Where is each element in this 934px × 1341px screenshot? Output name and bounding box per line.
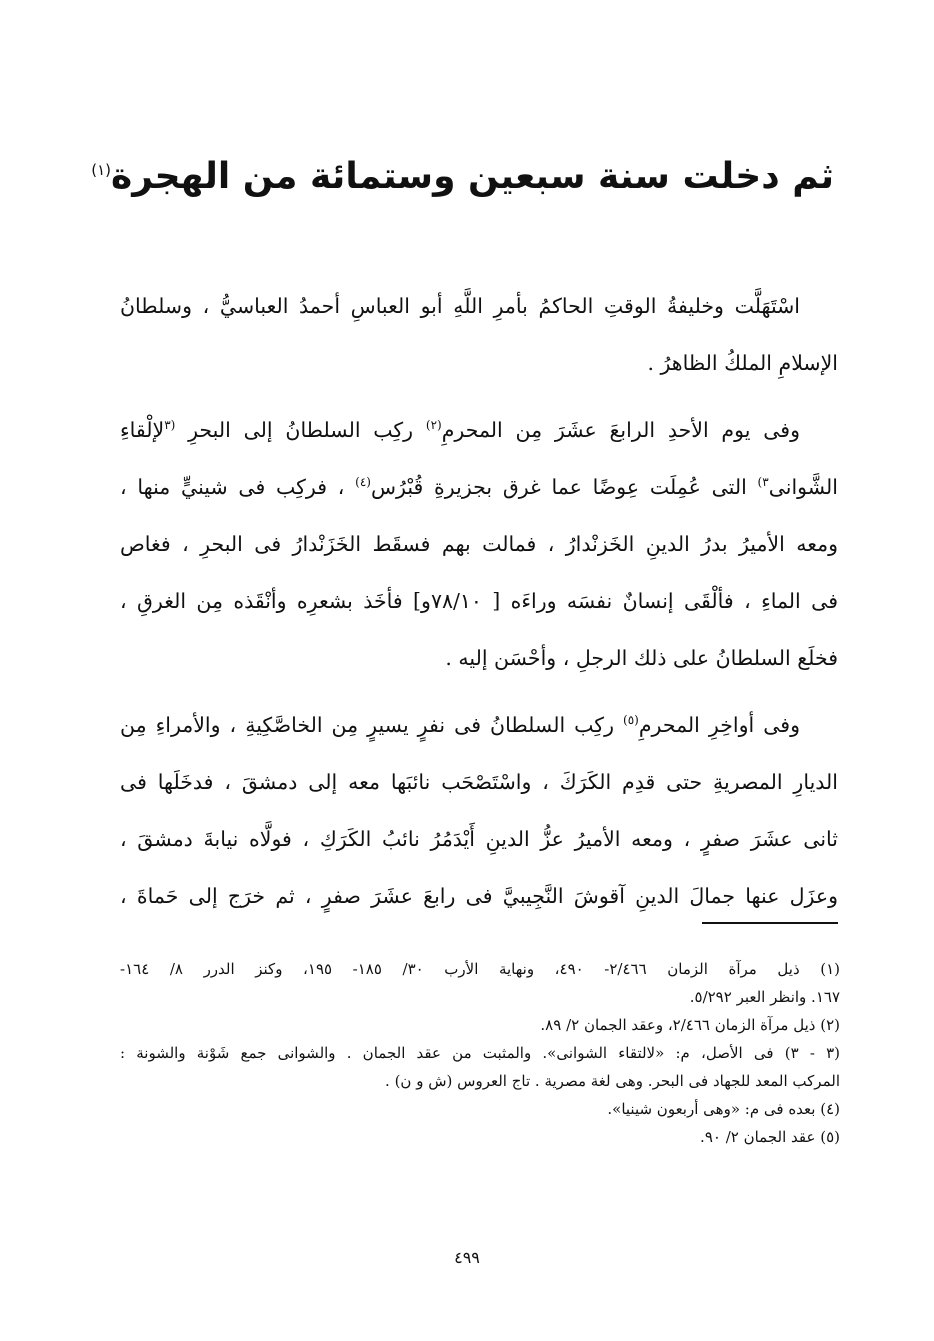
footnote-line-7: (٥) عقد الجمان ٢/ ٩٠.	[700, 1128, 840, 1146]
footnote-line-6: (٤) بعده فى م: «وهى أربعون شينيا».	[607, 1100, 840, 1118]
paragraph-2-line-3: ومعه الأميرُ بدرُ الدينِ الخَزنْدارُ ، فمالت بهم فسقَط الخَزَنْدارُ فى البحرِ ، فغاص	[120, 532, 838, 556]
footnote-line-2: ١٦٧. وانظر العبر ٥/٢٩٢.	[689, 988, 840, 1006]
paragraph-3-line-4: وعزَل عنها جمالَ الدينِ آقوشَ النَّجِيبيَّ فى رابعَ عشَرَ صفرٍ ، ثم خرَج إلى حَماةَ ،	[120, 884, 838, 908]
paragraph-1-line-1: اسْتَهَلَّت وخليفةُ الوقتِ الحاكمُ بأمرِ اللَّهِ أبو العباسِ أحمدُ العباسيُّ ، وسلطانُ	[120, 294, 800, 318]
footnote-line-3: (٢) ذيل مرآة الزمان ٢/٤٦٦، وعقد الجمان ٢/ ٨٩.	[540, 1016, 840, 1034]
footnote-marker-3-close: ٣)	[757, 475, 769, 490]
footnote-line-5: المركب المعد للجهاد فى البحر. وهى لغة مصرية . تاج العروس (ش و ن) .	[385, 1072, 840, 1090]
paragraph-2-line-1: وفى يوم الأحدِ الرابعَ عشَرَ مِن المحرمِ$^{(٢)}$ ركِب السلطانُ إلى البحرِ $^{(٣}$لإلْقاءِ	[120, 418, 800, 442]
paragraph-3-line-2: الديارِ المصريةِ حتى قدِم الكَرَكَ ، واسْتَصْحَب نائبَها معه إلى دمشقَ ، فدخَلَها فى	[120, 770, 838, 794]
paragraph-2-line-4: فى الماءِ ، فألْقَى إنسانٌ نفسَه وراءَه [ ٧٨/١٠و] فأخَذ بشعرِه وأنْقَذه مِن الغرقِ ،	[120, 589, 838, 613]
footnote-marker-3-open: (٣	[164, 418, 176, 433]
paragraph-2-line-2: الشَّوانى$^{٣)}$ التى عُمِلَت عِوضًا عما غرق بجزيرةِ قُبْرُس$^{(٤)}$ ، فركِب فى شينيٍّ منها ،	[120, 475, 838, 499]
footnote-marker-2: (٢)	[425, 418, 442, 433]
footnote-line-1: (١) ذيل مرآة الزمان ٢/٤٦٦- ٤٩٠، ونهاية الأرب ٣٠/ ١٨٥- ١٩٥، وكنز الدرر ٨/ ١٦٤-	[120, 960, 840, 978]
heading-footnote-marker: (١)	[91, 161, 111, 179]
chapter-heading	[91, 140, 834, 207]
main-text	[120, 278, 838, 925]
paragraph-1-line-2: الإسلامِ الملكُ الظاهرُ .	[647, 351, 838, 375]
footnote-line-4: (٣ - ٣) فى الأصل، م: «لالتقاء الشوانى». والمثبت من عقد الجمان . والشوانى جمع شَوْنة والشونة :	[120, 1044, 840, 1062]
footnote-marker-5: (٥)	[623, 713, 639, 728]
paragraph-3-line-3: ثانى عشَرَ صفرٍ ، ومعه الأميرُ عزُّ الدينِ أَيْدَمُرُ نائبُ الكَرَكِ ، فولَّاه نيابةَ دمشقَ ،	[120, 827, 838, 851]
footnote-divider	[702, 922, 838, 924]
footnotes	[120, 955, 840, 1151]
paragraph-3-line-1: وفى أواخِرِ المحرمِ$^{(٥)}$ ركِب السلطانُ فى نفرٍ يسيرٍ مِن الخاصَّكِيةِ ، والأمراءِ مِن	[120, 713, 800, 737]
footnote-marker-4: (٤)	[355, 475, 371, 490]
page-number: ٤٩٩	[454, 1248, 480, 1267]
paragraph-2-line-5: فخلَع السلطانُ على ذلك الرجلِ ، وأحْسَن إليه .	[445, 646, 838, 670]
heading-text: ثم دخلت سنة سبعين وستمائة من الهجرة	[111, 156, 834, 197]
